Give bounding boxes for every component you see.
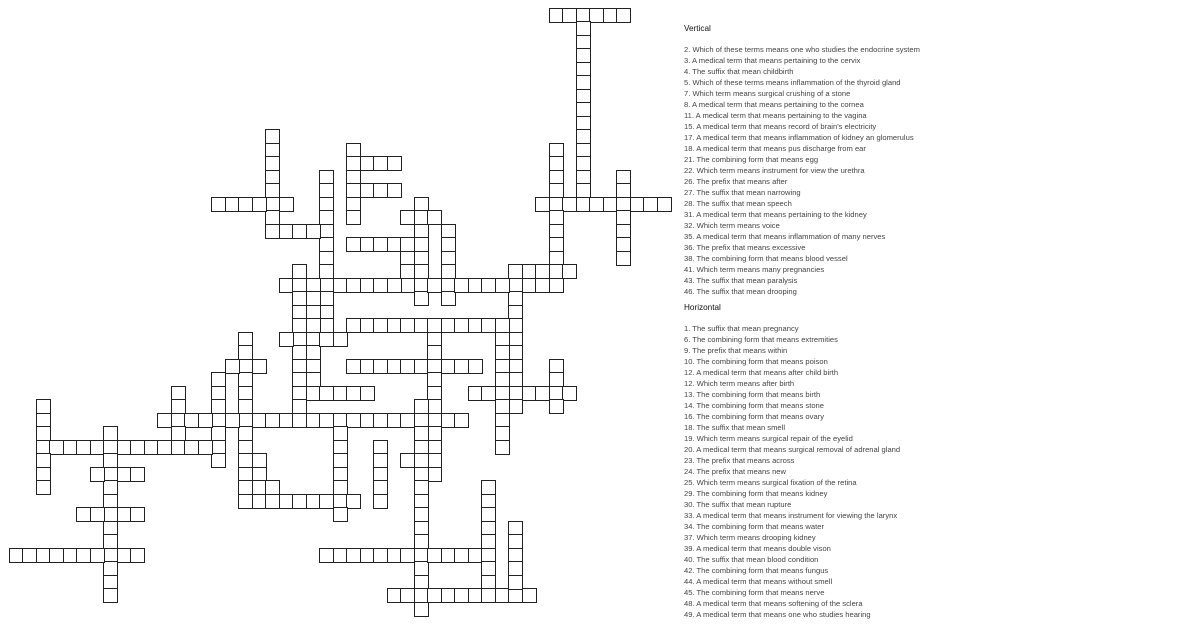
grid-cell[interactable] (36, 426, 51, 441)
grid-cell[interactable] (400, 210, 415, 225)
vertical-clue: 46. The suffix that mean drooping (684, 287, 797, 296)
grid-cell[interactable] (103, 426, 118, 441)
vertical-clue: 28. The suffix that mean speech (684, 199, 792, 208)
grid-cell[interactable] (400, 588, 415, 603)
horizontal-clue: 24. The prefix that means new (684, 467, 787, 476)
horizontal-clue: 42. The combining form that means fungus (684, 566, 829, 575)
vertical-clue: 32. Which term means voice (684, 221, 780, 230)
vertical-clue: 15. A medical term that means record of brain's electricity (684, 122, 877, 131)
grid-cell[interactable] (252, 359, 267, 374)
grid-cell[interactable] (157, 440, 172, 455)
grid-cell[interactable] (171, 399, 186, 414)
vertical-clue: 5. Which of these terms means inflammation of the thyroid gland (684, 78, 901, 87)
horizontal-clue: 12. Which term means after birth (684, 379, 795, 388)
grid-cell[interactable] (198, 413, 213, 428)
horizontal-clue: 20. A medical term that means surgical removal of adrenal gland (684, 445, 901, 454)
grid-cell[interactable] (616, 251, 631, 266)
grid-cell[interactable] (130, 467, 145, 482)
horizontal-clue: 23. The prefix that means across (684, 456, 795, 465)
grid-cell[interactable] (279, 197, 294, 212)
grid-cell[interactable] (495, 372, 510, 387)
vertical-clue: 2. Which of these terms means one who studies the endocrine system (684, 45, 920, 54)
horizontal-clue: 29. The combining form that means kidney (684, 489, 828, 498)
grid-cell[interactable] (522, 588, 537, 603)
grid-cell[interactable] (90, 467, 105, 482)
grid-cell[interactable] (616, 183, 631, 198)
grid-cell[interactable] (306, 224, 321, 239)
grid-cell[interactable] (90, 548, 105, 563)
vertical-clue: 43. The suffix that mean paralysis (684, 276, 798, 285)
vertical-clue: 41. Which term means many pregnancies (684, 265, 825, 274)
grid-cell[interactable] (414, 291, 429, 306)
horizontal-clue: 40. The suffix that mean blood condition (684, 555, 819, 564)
vertical-clue: 4. The suffix that mean childbirth (684, 67, 794, 76)
grid-cell[interactable] (400, 548, 415, 563)
grid-cell[interactable] (495, 440, 510, 455)
grid-cell[interactable] (198, 440, 213, 455)
horizontal-clue: 1. The suffix that mean pregnancy (684, 324, 799, 333)
grid-cell[interactable] (360, 386, 375, 401)
grid-cell[interactable] (549, 399, 564, 414)
vertical-clue: 31. A medical term that means pertaining to the kidney (684, 210, 867, 219)
vertical-clue: 26. The prefix that means after (684, 177, 788, 186)
vertical-clue: 22. Which term means instrument for view the urethra (684, 166, 865, 175)
grid-cell[interactable] (427, 467, 442, 482)
vertical-clue: 21. The combining form that means egg (684, 155, 819, 164)
grid-cell[interactable] (346, 210, 361, 225)
grid-cell[interactable] (481, 534, 496, 549)
grid-cell[interactable] (616, 8, 631, 23)
horizontal-clue: 34. The combining form that means water (684, 522, 824, 531)
horizontal-clue: 14. The combining form that means stone (684, 401, 824, 410)
horizontal-clue: 10. The combining form that means poison (684, 357, 828, 366)
grid-cell[interactable] (562, 197, 577, 212)
horizontal-heading: Horizontal (684, 303, 721, 312)
grid-cell[interactable] (279, 332, 294, 347)
horizontal-clue: 25. Which term means surgical fixation of the retina (684, 478, 857, 487)
grid-cell[interactable] (468, 359, 483, 374)
grid-cell[interactable] (292, 264, 307, 279)
horizontal-clue: 18. The suffix that mean smell (684, 423, 786, 432)
vertical-clue: 36. The prefix that means excessive (684, 243, 806, 252)
horizontal-clue: 16. The combining form that means ovary (684, 412, 824, 421)
grid-cell[interactable] (657, 197, 672, 212)
horizontal-clue: 13. The combining form that means birth (684, 390, 821, 399)
horizontal-clue: 37. Which term means drooping kidney (684, 533, 816, 542)
grid-cell[interactable] (333, 480, 348, 495)
grid-cell[interactable] (441, 291, 456, 306)
grid-cell[interactable] (103, 588, 118, 603)
grid-cell[interactable] (387, 156, 402, 171)
vertical-heading: Vertical (684, 24, 711, 33)
grid-cell[interactable] (130, 548, 145, 563)
grid-cell[interactable] (36, 480, 51, 495)
grid-cell[interactable] (333, 507, 348, 522)
grid-cell[interactable] (562, 386, 577, 401)
vertical-clue: 11. A medical term that means pertaining to the vagina (684, 111, 867, 120)
grid-cell[interactable] (252, 197, 267, 212)
horizontal-clue: 44. A medical term that means without smell (684, 577, 833, 586)
grid-cell[interactable] (400, 278, 415, 293)
grid-cell[interactable] (508, 399, 523, 414)
grid-cell[interactable] (414, 602, 429, 617)
grid-cell[interactable] (90, 507, 105, 522)
vertical-clue: 17. A medical term that means inflammation of kidney an glomerulus (684, 133, 914, 142)
horizontal-clue: 12. A medical term that means after child birth (684, 368, 839, 377)
grid-cell[interactable] (387, 278, 402, 293)
horizontal-clue-list (684, 323, 1194, 620)
grid-cell[interactable] (387, 183, 402, 198)
vertical-clue: 35. A medical term that means inflammation of many nerves (684, 232, 886, 241)
horizontal-clue: 6. The combining form that means extremities (684, 335, 838, 344)
horizontal-clue: 48. A medical term that means softening of the sclera (684, 599, 863, 608)
horizontal-clue: 30. The suffix that mean rupture (684, 500, 792, 509)
vertical-clue: 8. A medical term that means pertaining to the cornea (684, 100, 864, 109)
grid-cell[interactable] (427, 278, 442, 293)
grid-cell[interactable] (346, 494, 361, 509)
horizontal-clue: 19. Which term means surgical repair of the eyelid (684, 434, 853, 443)
horizontal-clue: 9. The prefix that means within (684, 346, 788, 355)
grid-cell[interactable] (454, 413, 469, 428)
grid-cell[interactable] (130, 507, 145, 522)
clue-panel (684, 22, 1194, 620)
grid-cell[interactable] (225, 413, 240, 428)
grid-cell[interactable] (549, 372, 564, 387)
grid-cell[interactable] (265, 480, 280, 495)
grid-cell[interactable] (549, 278, 564, 293)
grid-cell[interactable] (495, 278, 510, 293)
grid-cell[interactable] (400, 453, 415, 468)
grid-cell[interactable] (562, 264, 577, 279)
horizontal-clue: 39. A medical term that means double vison (684, 544, 831, 553)
grid-cell[interactable] (427, 345, 442, 360)
vertical-clue-list (684, 44, 1194, 297)
vertical-clue: 27. The suffix that mean narrowing (684, 188, 801, 197)
grid-cell[interactable] (414, 399, 429, 414)
grid-cell[interactable] (549, 183, 564, 198)
vertical-clue: 18. A medical term that means pus discharge from ear (684, 144, 866, 153)
vertical-clue: 38. The combining form that means blood vessel (684, 254, 848, 263)
grid-cell[interactable] (333, 332, 348, 347)
vertical-clue: 7. Which term means surgical crushing of a stone (684, 89, 851, 98)
grid-cell[interactable] (373, 494, 388, 509)
horizontal-clue: 33. A medical term that means instrument for viewing the larynx (684, 511, 898, 520)
vertical-clue: 3. A medical term that means pertaining to the cervix (684, 56, 861, 65)
grid-cell[interactable] (225, 359, 240, 374)
horizontal-clue: 49. A medical term that means one who studies hearing (684, 610, 871, 619)
grid-cell[interactable] (508, 575, 523, 590)
horizontal-clue: 45. The combining form that means nerve (684, 588, 825, 597)
grid-cell[interactable] (211, 453, 226, 468)
